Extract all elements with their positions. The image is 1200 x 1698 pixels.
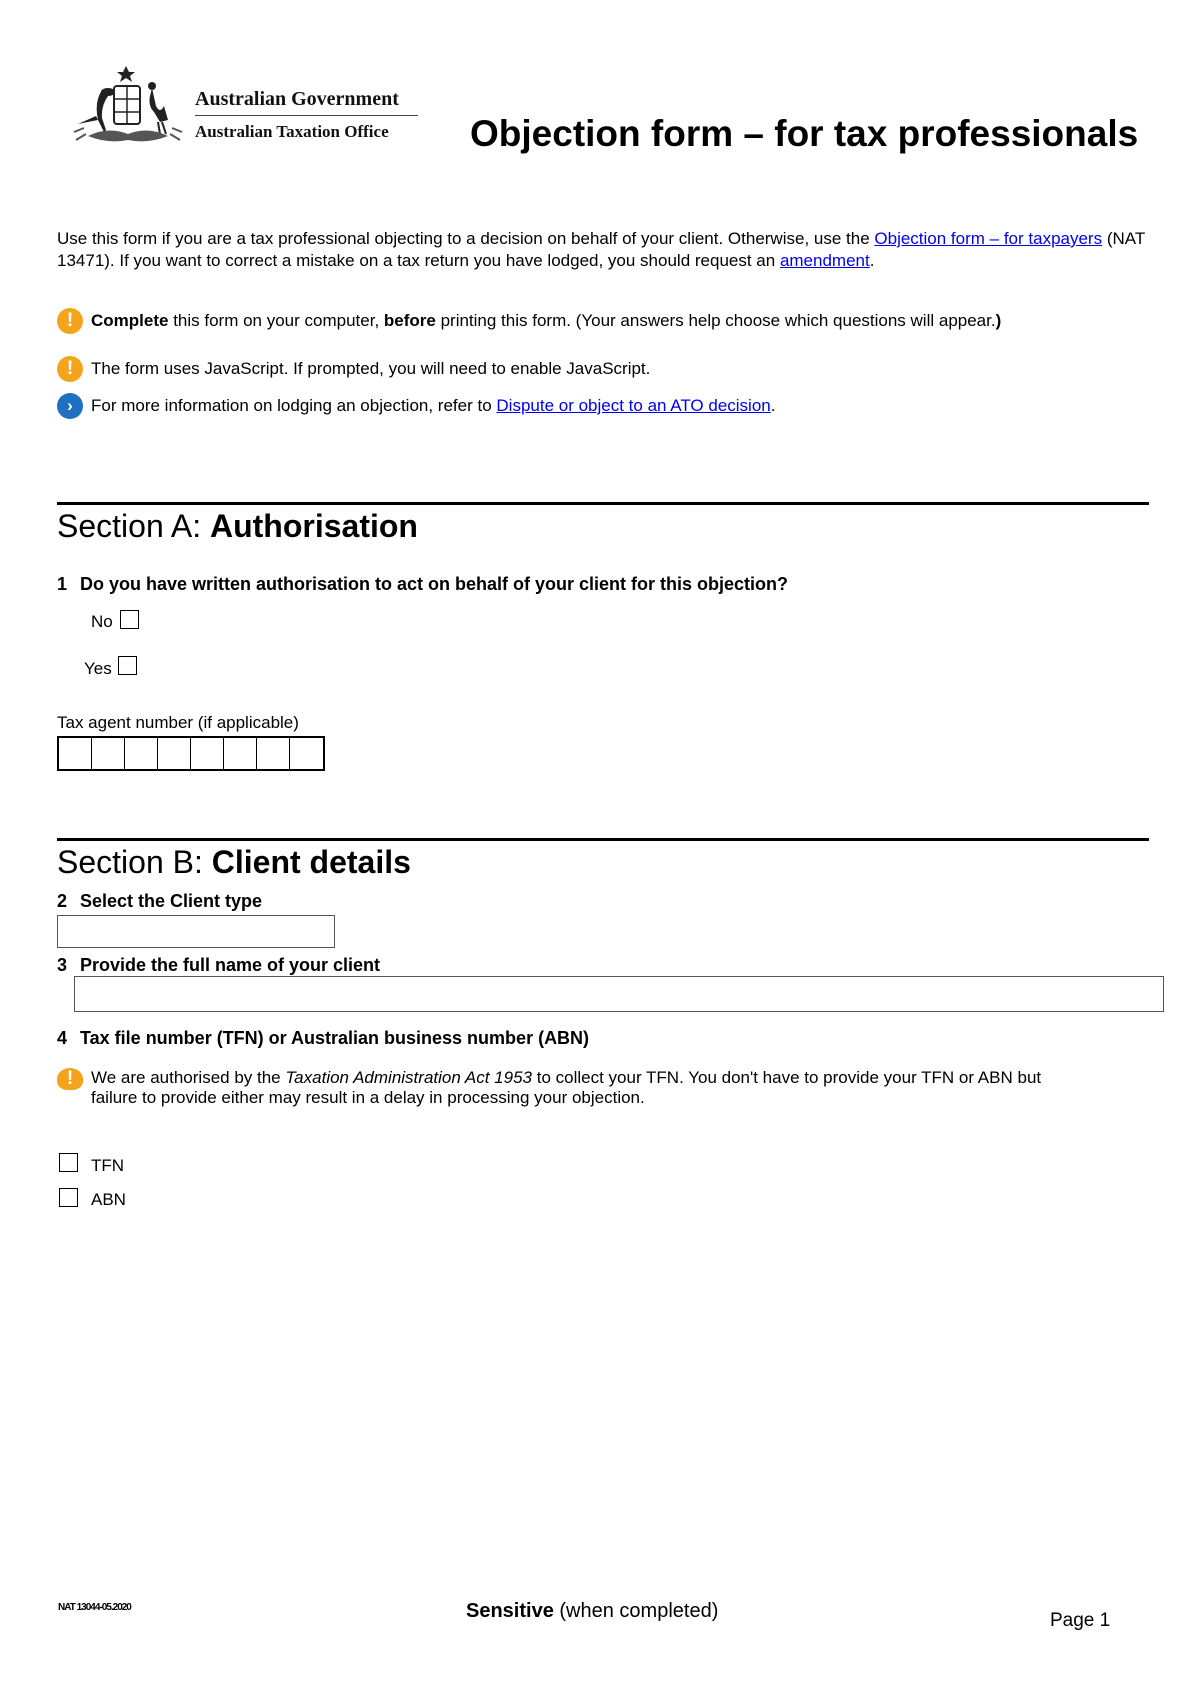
info-note-text: For more information on lodging an objection, refer to Dispute or object to an ATO decision. — [91, 396, 776, 415]
tax-agent-number-input[interactable] — [57, 736, 325, 771]
dispute-ato-decision-link[interactable]: Dispute or object to an ATO decision — [496, 396, 771, 415]
ato-logo — [68, 62, 418, 154]
client-type-select[interactable] — [57, 915, 335, 948]
javascript-note-text: The form uses JavaScript. If prompted, you will need to enable JavaScript. — [91, 359, 651, 378]
digit-box[interactable] — [224, 738, 257, 769]
tfn-checkbox[interactable] — [59, 1153, 78, 1172]
logo-ato-text: Australian Taxation Office — [195, 122, 389, 141]
digit-box[interactable] — [290, 738, 323, 769]
privacy-note-text: We are authorised by the Taxation Administration Act 1953 to collect your TFN. You don't have to provide your TFN or ABN but failure to provide either may result in a delay in processing your objection. — [91, 1068, 1042, 1107]
option-yes-label: Yes — [84, 659, 112, 678]
sensitive-label: Sensitive (when completed) — [466, 1600, 719, 1622]
abn-checkbox[interactable] — [59, 1188, 78, 1207]
digit-box[interactable] — [92, 738, 125, 769]
tax-agent-number-label: Tax agent number (if applicable) — [57, 713, 299, 732]
digit-box[interactable] — [257, 738, 290, 769]
option-no-label: No — [91, 612, 113, 631]
page-title: Objection form – for tax professionals — [470, 113, 1139, 154]
intro-text-2: (NAT 13471). If you want to correct a mistake on a tax return you have lodged, you should request an — [57, 229, 1145, 270]
digit-box[interactable] — [191, 738, 224, 769]
privacy-note — [57, 1068, 1057, 1108]
complete-note — [57, 308, 1001, 334]
page-number: Page 1 — [1050, 1610, 1111, 1631]
abn-label: ABN — [91, 1190, 126, 1209]
authorisation-no-checkbox[interactable] — [120, 610, 139, 629]
warning-icon: ! — [57, 308, 83, 334]
privacy-warning-icon: ! — [57, 1068, 83, 1090]
digit-box[interactable] — [125, 738, 158, 769]
info-note — [57, 393, 775, 419]
form-code: NAT 13044-05.2020 — [58, 1602, 131, 1613]
chevron-right-icon: › — [57, 393, 83, 419]
section-a-heading: Section A: Authorisation — [57, 508, 418, 544]
objection-form-taxpayers-link[interactable]: Objection form – for taxpayers — [874, 229, 1103, 248]
intro-text-1: Use this form if you are a tax professional objecting to a decision on behalf of your client. Otherwise, use the — [57, 229, 875, 248]
question-3: 3 Provide the full name of your client — [57, 955, 381, 975]
question-2: 2 Select the Client type — [57, 891, 263, 911]
question-4: 4 Tax file number (TFN) or Australian business number (ABN) — [57, 1028, 590, 1048]
section-b-divider — [57, 838, 1149, 841]
intro-paragraph — [57, 228, 1147, 272]
coat-of-arms-icon — [68, 62, 188, 154]
digit-box[interactable] — [158, 738, 191, 769]
amendment-link[interactable]: amendment — [779, 251, 870, 270]
complete-note-text: Complete this form on your computer, before printing this form. (Your answers help choose which questions will appear.) — [91, 311, 1002, 330]
question-1: 1 Do you have written authorisation to act on behalf of your client for this objection? — [57, 574, 789, 594]
warning-icon: ! — [57, 356, 83, 382]
section-b-heading: Section B: Client details — [57, 844, 411, 880]
authorisation-yes-checkbox[interactable] — [118, 656, 137, 675]
intro-text-3: . — [869, 251, 875, 270]
logo-government-text: Australian Government — [195, 88, 399, 110]
javascript-note — [57, 356, 650, 382]
section-a-divider — [57, 502, 1149, 505]
tfn-label: TFN — [91, 1156, 125, 1175]
client-full-name-input[interactable] — [74, 976, 1164, 1012]
logo-divider — [195, 115, 418, 116]
digit-box[interactable] — [59, 738, 92, 769]
